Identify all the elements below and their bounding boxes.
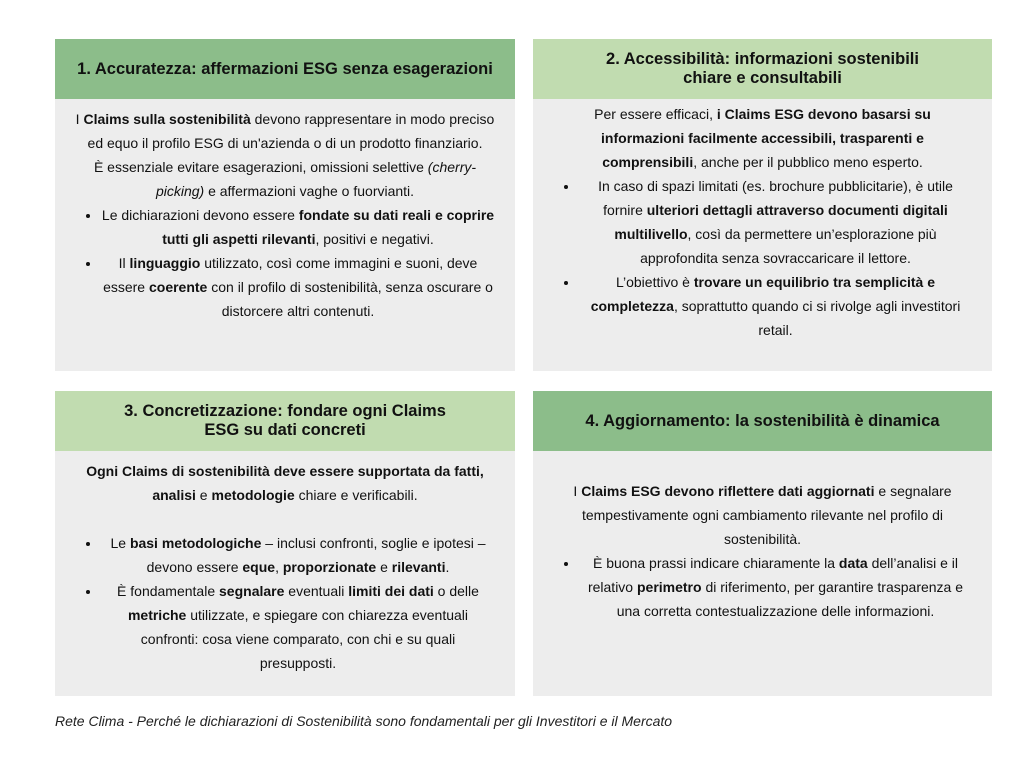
- paragraph: I Claims sulla sostenibilità devono rappresentare in modo preciso ed equo il profilo ESG di un'azienda o di un prodotto finanziario.: [75, 111, 495, 151]
- card-accuratezza: [55, 39, 515, 371]
- list-item: • È buona prassi indicare chiaramente la data dell’analisi e il relativo perimetro di riferimento, per garantire trasparenza e una corretta contestualizzazione delle informazioni.: [579, 551, 972, 623]
- bullet-list: [75, 203, 495, 323]
- list-item: • L’obiettivo è trovare un equilibrio tra semplicità e completezza, soprattutto quando ci si rivolge agli investitori retail.: [579, 270, 972, 342]
- list-item: • Il linguaggio utilizzato, così come immagini e suoni, deve essere coerente con il profilo di sostenibilità, senza oscurare o distorcere altri contenuti.: [101, 251, 495, 323]
- list-item: • Le basi metodologiche – inclusi confronti, soglie e ipotesi – devono essere eque, proporzionate e rilevanti.: [101, 531, 495, 579]
- card-title: 1. Accuratezza: affermazioni ESG senza esagerazioni: [55, 39, 515, 99]
- list-item: • Le dichiarazioni devono essere fondate su dati reali e coprire tutti gli aspetti rilevanti, positivi e negativi.: [101, 203, 495, 251]
- card-title: 2. Accessibilità: informazioni sostenibili chiare e consultabili: [533, 39, 992, 99]
- card-accessibilita: [533, 39, 992, 371]
- list-item: • In caso di spazi limitati (es. brochure pubblicitarie), è utile fornire ulteriori dettagli attraverso documenti digitali multilivello, così da permettere un’esplorazione più approfondita senza sovraccaricare il lettore.: [579, 174, 972, 270]
- card-concretizzazione: [55, 391, 515, 696]
- card-body: [55, 99, 515, 323]
- paragraph: I Claims ESG devono riflettere dati aggiornati e segnalare tempestivamente ogni cambiamento rilevante nel profilo di sostenibilità.: [573, 483, 952, 547]
- source-caption: Rete Clima - Perché le dichiarazioni di Sostenibilità sono fondamentali per gli Investitori e il Mercato: [55, 713, 673, 729]
- spacer: [75, 507, 495, 531]
- bullet-list: [75, 531, 495, 675]
- card-title: 4. Aggiornamento: la sostenibilità è dinamica: [533, 391, 992, 451]
- card-body: [533, 99, 992, 342]
- paragraph: Ogni Claims di sostenibilità deve essere supportata da fatti, analisi e metodologie chiare e verificabili.: [86, 463, 484, 503]
- card-body: [55, 451, 515, 675]
- list-item: • È fondamentale segnalare eventuali limiti dei dati o delle metriche utilizzate, e spiegare con chiarezza eventuali confronti: cosa viene comparato, con chi e su quali presupposti.: [101, 579, 495, 675]
- card-title: 3. Concretizzazione: fondare ogni Claims ESG su dati concreti: [55, 391, 515, 451]
- card-aggiornamento: [533, 391, 992, 696]
- bullet-list: [553, 174, 972, 342]
- bullet-list: [553, 551, 972, 623]
- paragraph: Per essere efficaci, i Claims ESG devono basarsi su informazioni facilmente accessibili, trasparenti e comprensibili, anche per il pubblico meno esperto.: [594, 106, 931, 170]
- paragraph: È essenziale evitare esagerazioni, omissioni selettive (cherry-picking) e affermazioni vaghe o fuorvianti.: [93, 159, 477, 199]
- card-body: [533, 451, 992, 623]
